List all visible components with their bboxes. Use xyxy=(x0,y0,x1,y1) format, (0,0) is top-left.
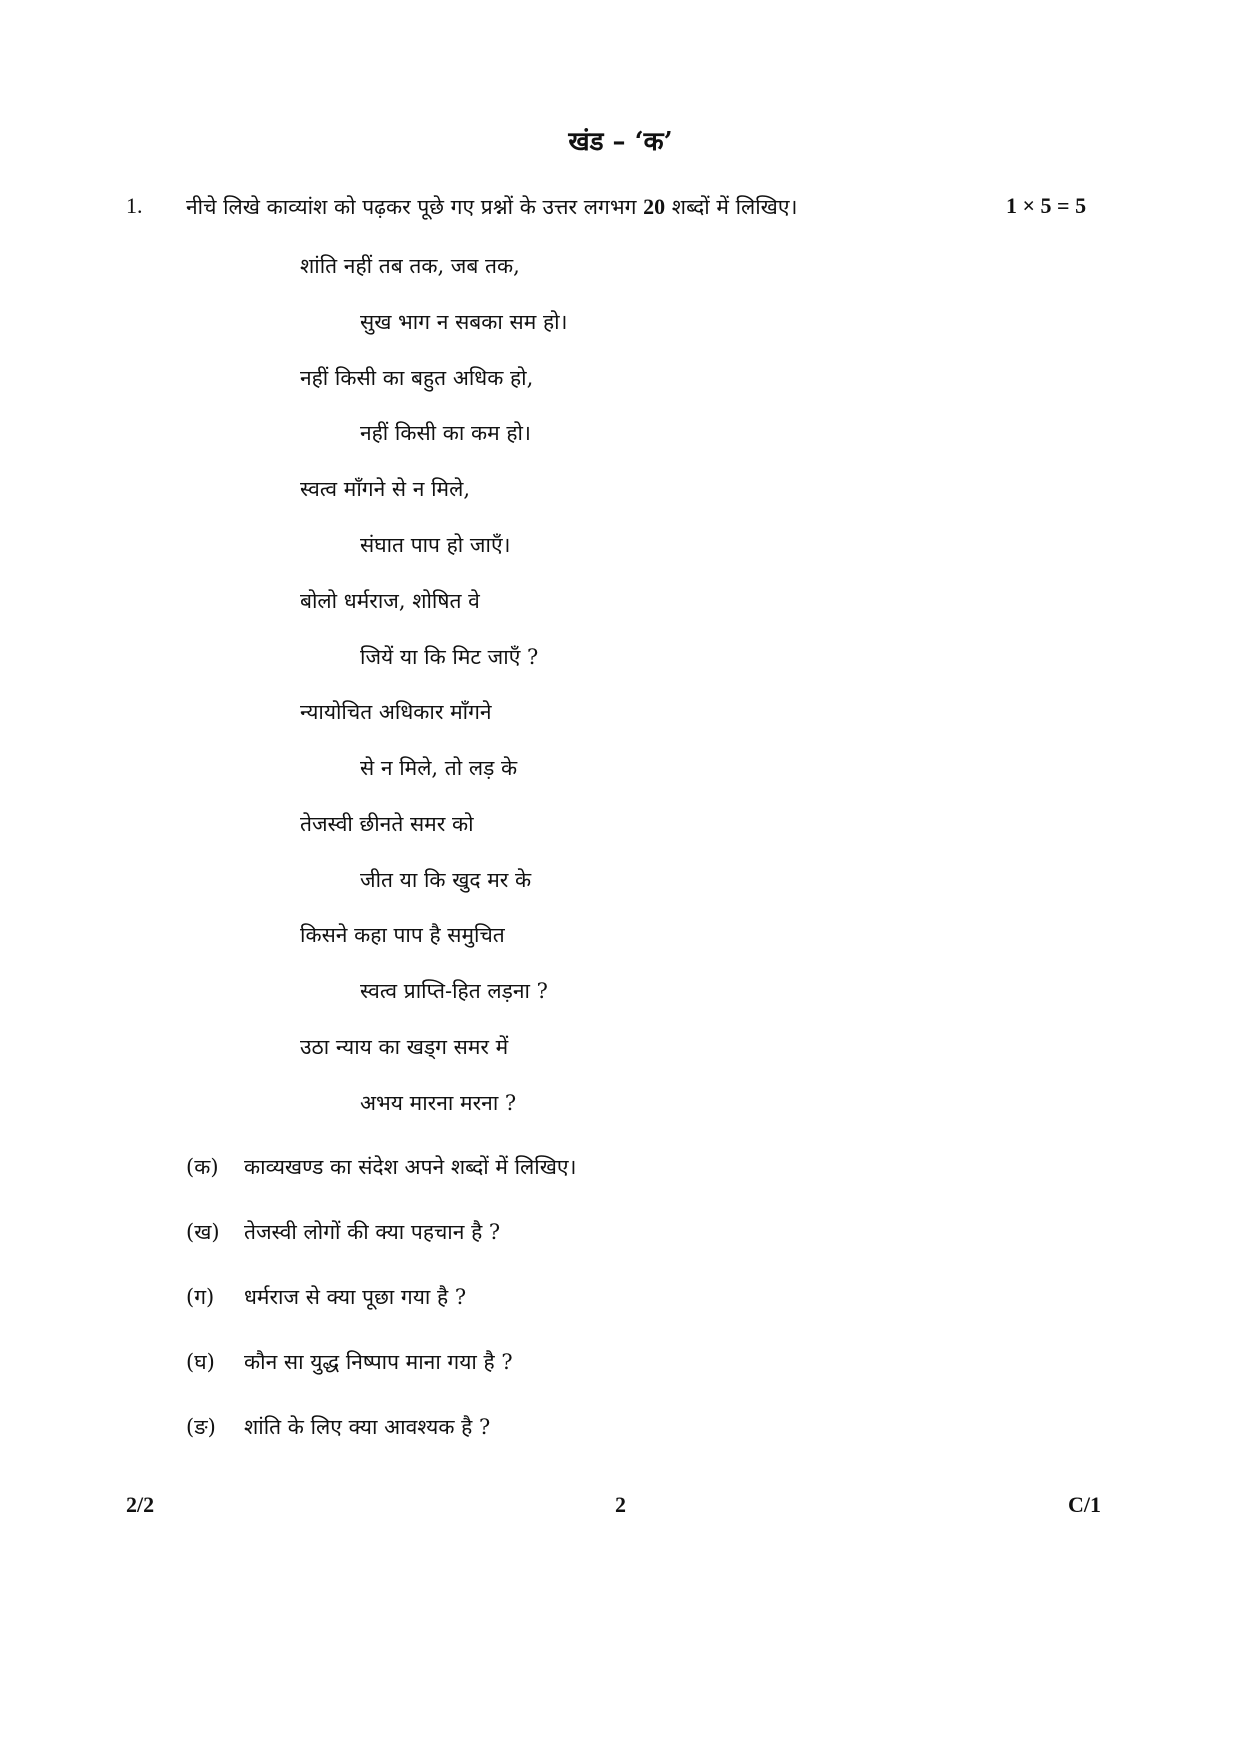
poem-line: शांति नहीं तब तक, जब तक, xyxy=(300,254,520,278)
poem-line: किसने कहा पाप है समुचित xyxy=(300,923,505,947)
question-text-before: नीचे लिखे काव्यांश को पढ़कर पूछे गए प्रश्नों के उत्तर लगभग xyxy=(186,195,637,219)
poem-line: नहीं किसी का कम हो। xyxy=(360,421,531,445)
question-marks: 1 × 5 = 5 xyxy=(1006,193,1087,218)
question-text-after: शब्दों में लिखिए। xyxy=(671,195,798,219)
poem-line: सुख भाग न सबका सम हो। xyxy=(360,310,568,334)
poem-line: उठा न्याय का खड्ग समर में xyxy=(300,1035,509,1059)
footer-set-code: C/1 xyxy=(1068,1492,1101,1517)
subquestion-text: शांति के लिए क्या आवश्यक है ? xyxy=(244,1415,491,1439)
subquestion-label: (ख) xyxy=(186,1220,220,1244)
section-title: खंड – ‘क’ xyxy=(568,127,673,157)
subquestion-label: (ग) xyxy=(186,1285,215,1309)
subquestion-label: (घ) xyxy=(186,1350,215,1374)
poem-line: न्यायोचित अधिकार माँगने xyxy=(300,700,492,724)
subquestion-label: (क) xyxy=(186,1155,219,1179)
poem-line: संघात पाप हो जाएँ। xyxy=(360,533,511,557)
poem-line: स्वत्व माँगने से न मिले, xyxy=(300,477,471,501)
poem-line: नहीं किसी का बहुत अधिक हो, xyxy=(300,366,534,390)
poem-line: बोलो धर्मराज, शोषित वे xyxy=(300,589,480,613)
subquestion-text: तेजस्वी लोगों की क्या पहचान है ? xyxy=(244,1220,501,1244)
subquestion-text: कौन सा युद्ध निष्पाप माना गया है ? xyxy=(244,1350,513,1374)
footer-page-code: 2/2 xyxy=(126,1492,155,1517)
poem-line: से न मिले, तो लड़ के xyxy=(360,756,518,780)
poem-line: जियें या कि मिट जाएँ ? xyxy=(360,645,539,669)
subquestion-text: धर्मराज से क्या पूछा गया है ? xyxy=(244,1285,467,1309)
footer-page-number: 2 xyxy=(615,1492,626,1517)
question-number: 1. xyxy=(126,193,143,218)
poem-line: अभय मारना मरना ? xyxy=(360,1091,517,1115)
poem-line: तेजस्वी छीनते समर को xyxy=(300,812,474,836)
subquestion-text: काव्यखण्ड का संदेश अपने शब्दों में लिखिए। xyxy=(244,1155,577,1179)
question-instruction xyxy=(186,193,797,221)
poem-line: जीत या कि खुद मर के xyxy=(360,868,532,892)
question-word-count: 20 xyxy=(643,194,666,219)
poem-line: स्वत्व प्राप्ति-हित लड़ना ? xyxy=(360,979,548,1003)
subquestion-label: (ङ) xyxy=(186,1415,216,1439)
